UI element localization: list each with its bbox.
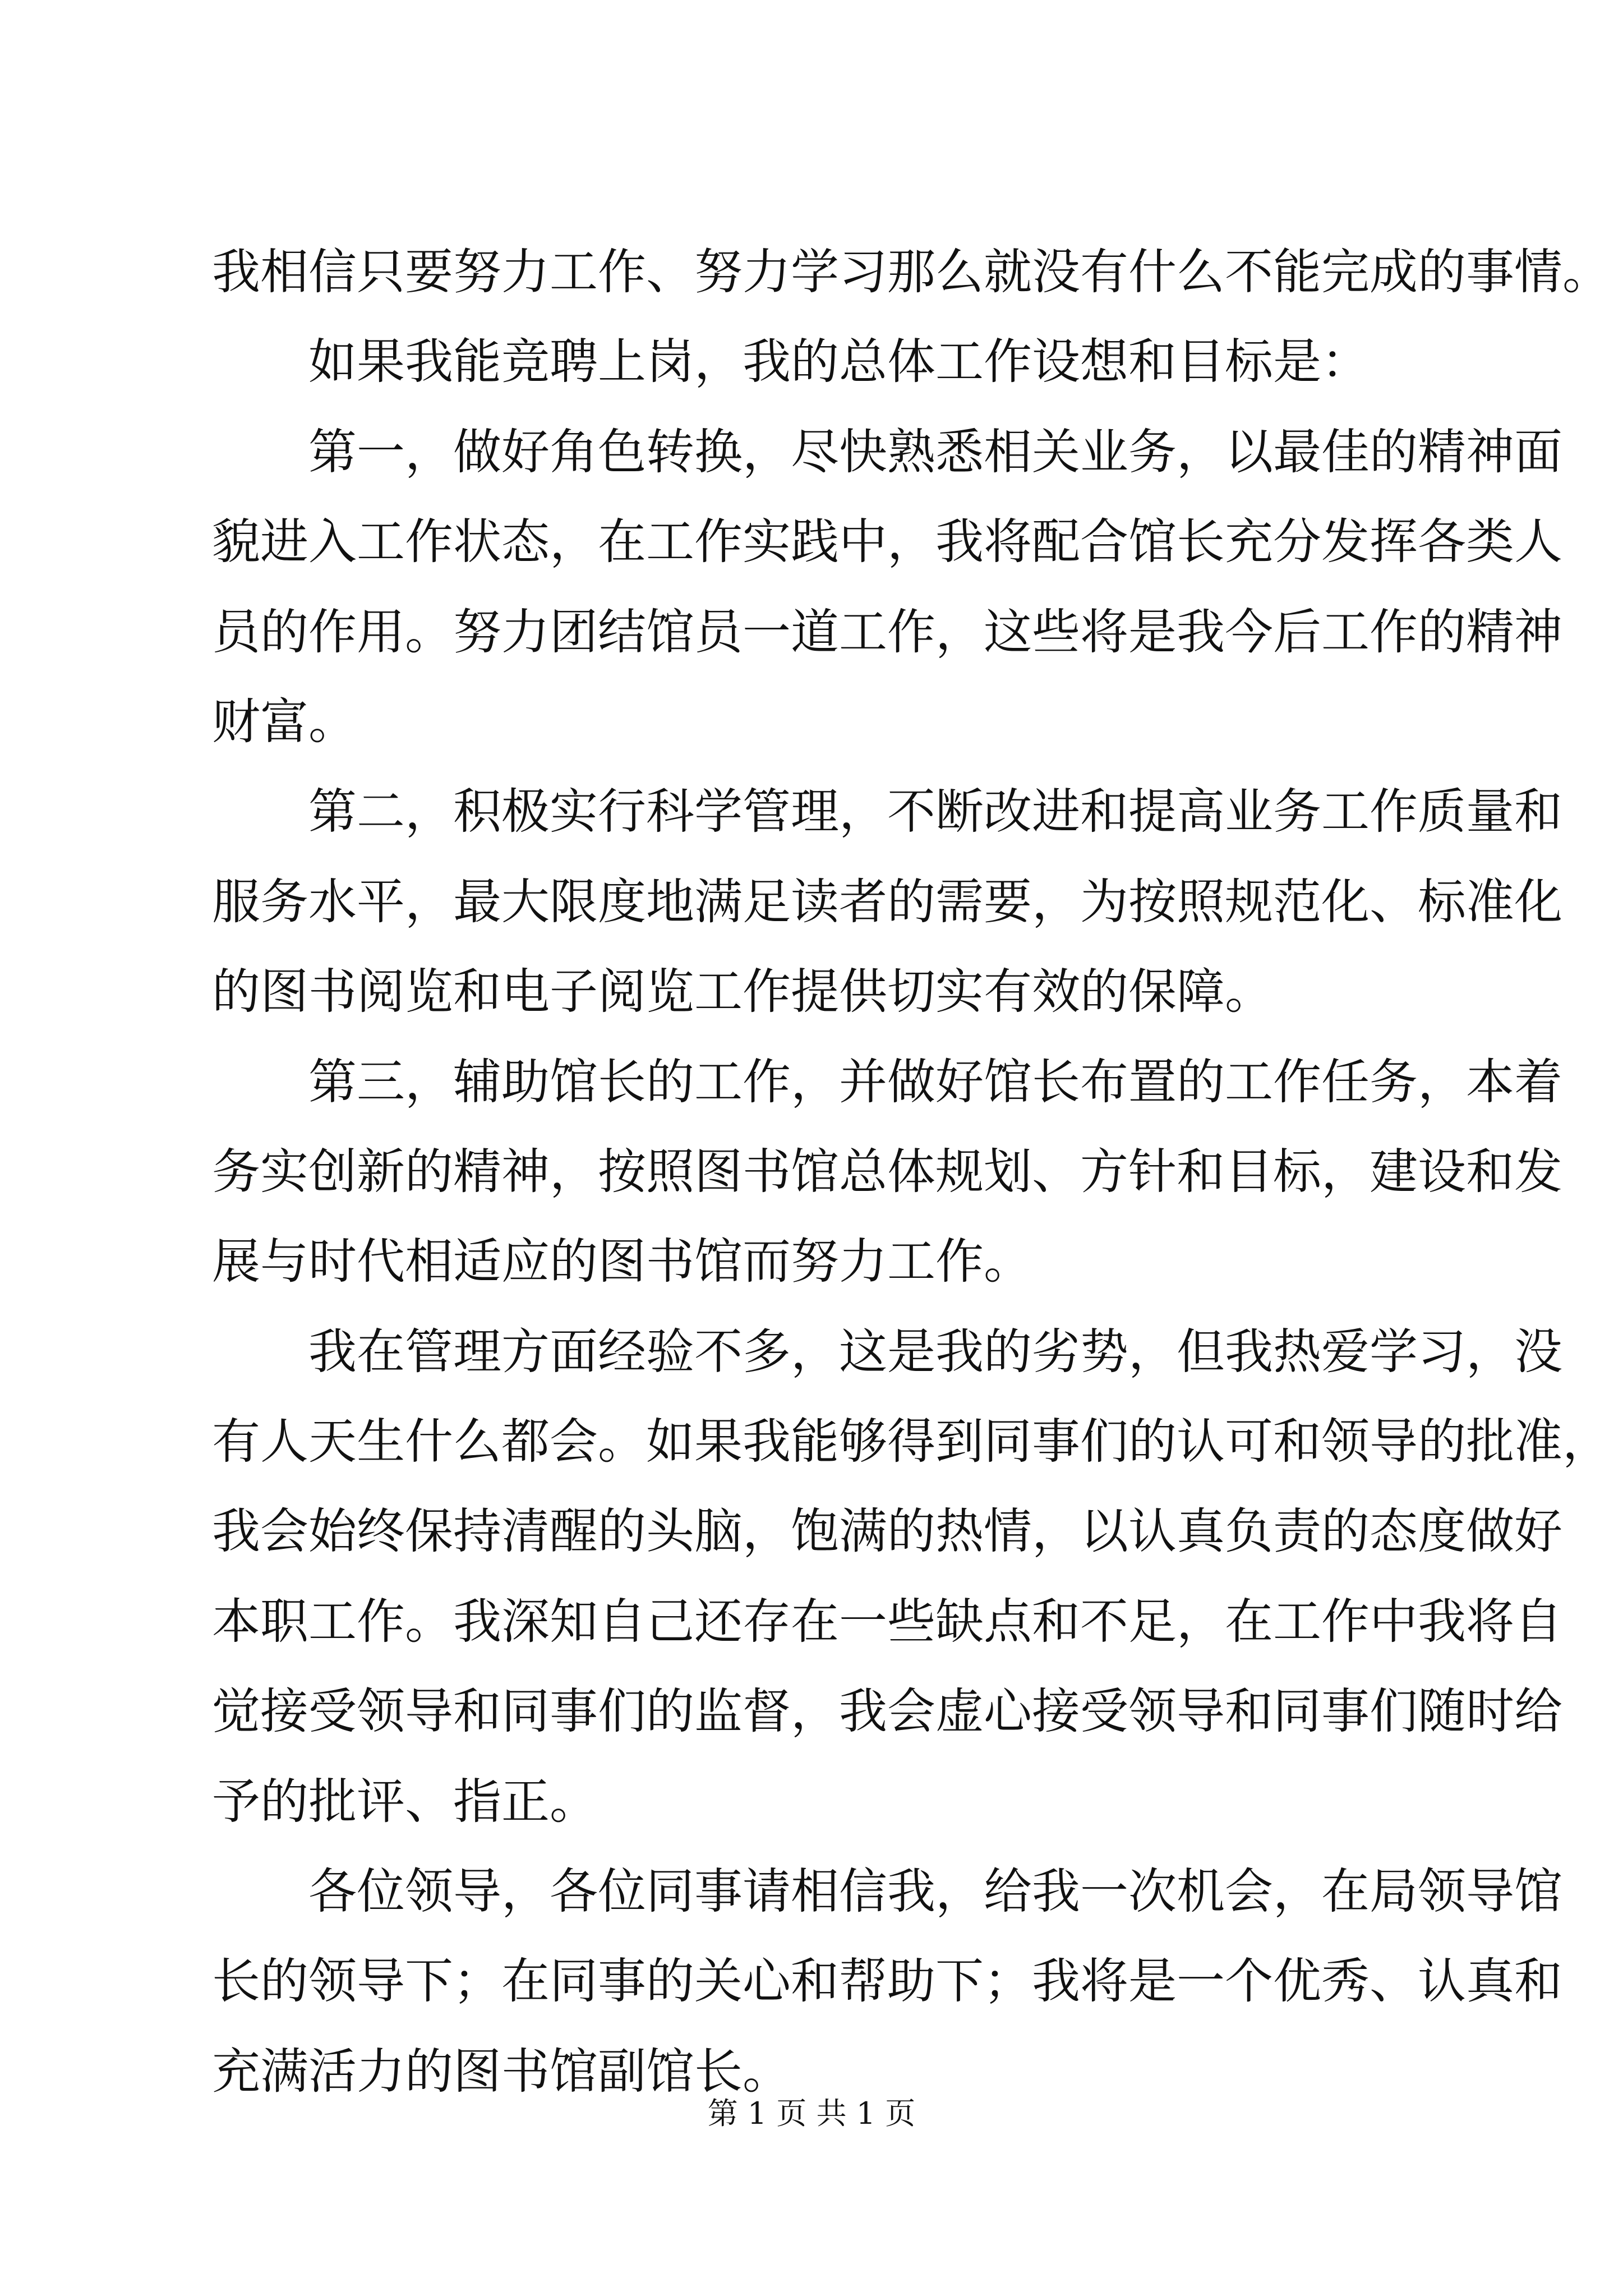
- text-line: 我会始终保持清醒的头脑，饱满的热情，以认真负责的态度做好: [212, 1503, 1562, 1560]
- text-line: 展与时代相适应的图书馆而努力工作。: [212, 1234, 1032, 1290]
- page-footer: 第 1 页 共 1 页: [707, 2096, 916, 2131]
- paragraph-start: 各位领导，各位同事请相信我，给我一次机会，在局领导馆: [308, 1864, 1562, 1920]
- text-line: 貌进入工作状态，在工作实践中，我将配合馆长充分发挥各类人: [212, 514, 1562, 570]
- text-line: 财富。: [212, 693, 357, 750]
- text-line: 充满活力的图书馆副馆长。: [212, 2043, 791, 2100]
- text-line: 本职工作。我深知自己还存在一些缺点和不足，在工作中我将自: [212, 1593, 1562, 1650]
- text-line: 务实创新的精神，按照图书馆总体规划、方针和目标，建设和发: [212, 1143, 1562, 1200]
- paragraph-start: 如果我能竞聘上岗，我的总体工作设想和目标是：: [308, 334, 1370, 390]
- text-line: 觉接受领导和同事们的监督，我会虚心接受领导和同事们随时给: [212, 1683, 1562, 1740]
- paragraph-start: 我在管理方面经验不多，这是我的劣势，但我热爱学习，没: [308, 1323, 1562, 1380]
- text-line: 服务水平，最大限度地满足读者的需要，为按照规范化、标准化: [212, 873, 1562, 930]
- text-line: 长的领导下；在同事的关心和帮助下；我将是一个优秀、认真和: [212, 1953, 1562, 2010]
- document-body: [212, 227, 1611, 2116]
- paragraph-start: 第二，积极实行科学管理，不断改进和提高业务工作质量和: [308, 784, 1562, 840]
- paragraph-start: 第一，做好角色转换，尽快熟悉相关业务，以最佳的精神面: [308, 424, 1562, 480]
- text-line: 予的批评、指正。: [212, 1773, 598, 1830]
- text-line: 我相信只要努力工作、努力学习那么就没有什么不能完成的事情。: [212, 244, 1611, 300]
- paragraph-start: 第三，辅助馆长的工作，并做好馆长布置的工作任务，本着: [308, 1053, 1562, 1110]
- text-line: 的图书阅览和电子阅览工作提供切实有效的保障。: [212, 964, 1273, 1020]
- text-line: 员的作用。努力团结馆员一道工作，这些将是我今后工作的精神: [212, 604, 1562, 660]
- text-line: 有人天生什么都会。如果我能够得到同事们的认可和领导的批准，: [212, 1414, 1611, 1470]
